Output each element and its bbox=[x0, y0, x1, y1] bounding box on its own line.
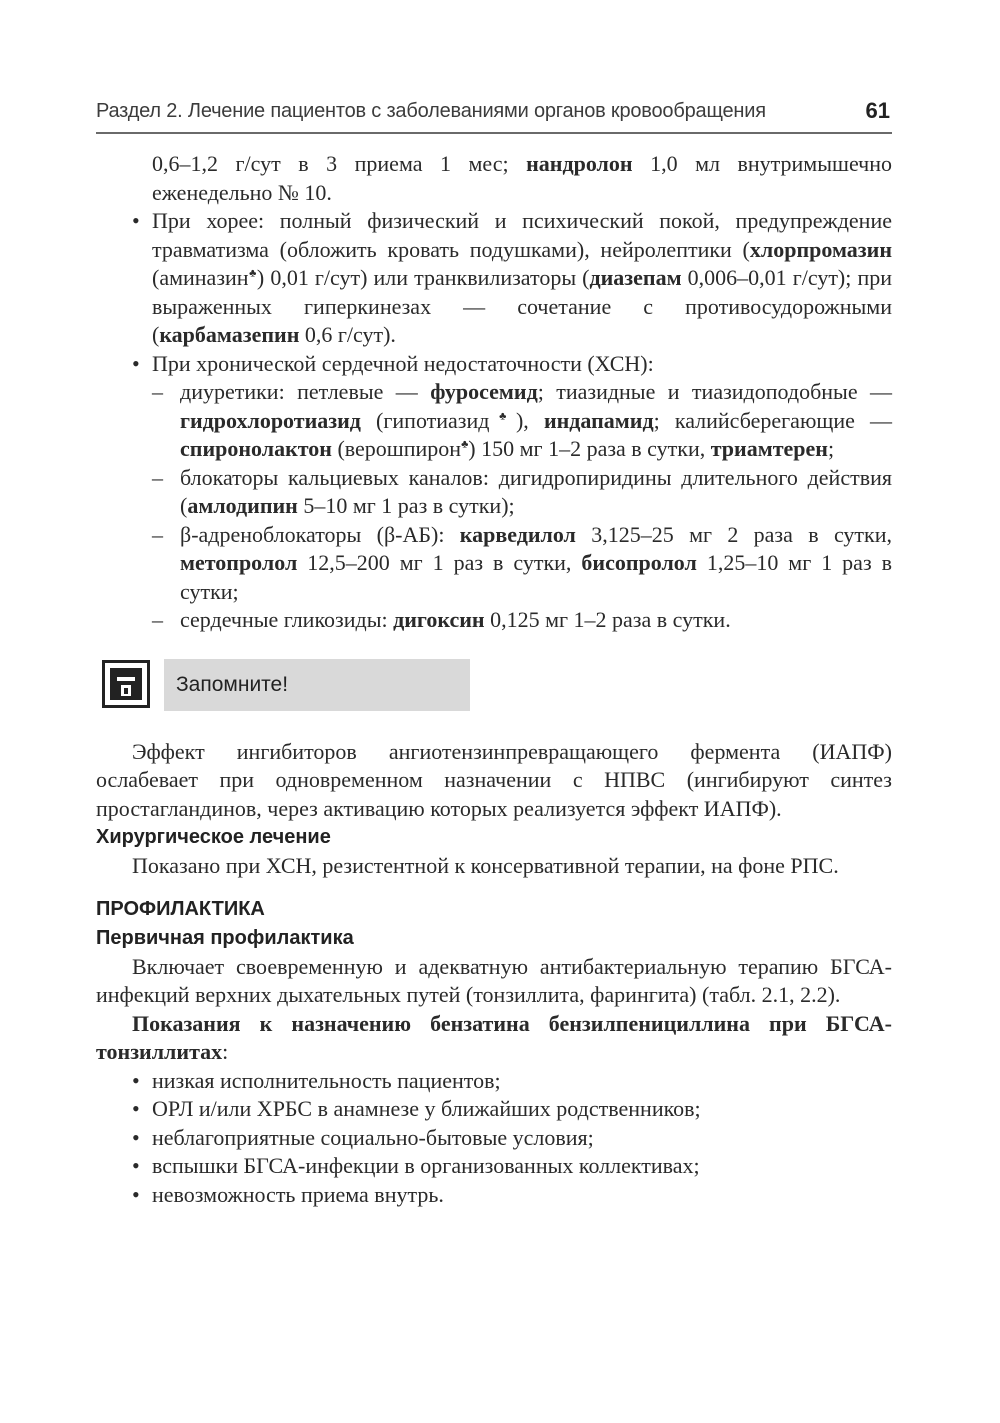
surgery-paragraph: Показано при ХСН, резистентной к консервативной терапии, на фоне РПС. bbox=[132, 853, 839, 878]
list-item: • ОРЛ и/или ХРБС в анамнезе у ближайших родственников; bbox=[96, 1095, 892, 1124]
list-item: • неблагоприятные социально-бытовые условия; bbox=[96, 1124, 892, 1153]
memo-icon bbox=[102, 660, 150, 708]
surgery-heading: Хирургическое лечение bbox=[96, 826, 331, 848]
drug-name: амлодипин bbox=[187, 493, 298, 518]
dash-item-glycosides: – сердечные гликозиды: дигоксин 0,125 мг 1–2 раза в сутки. bbox=[96, 606, 892, 635]
running-header bbox=[96, 96, 892, 134]
remember-callout bbox=[96, 656, 892, 716]
drug-name: бисопролол bbox=[581, 550, 697, 575]
drug-name: карведилол bbox=[459, 521, 576, 547]
list-item: • невозможность приема внутрь. bbox=[96, 1181, 892, 1210]
drug-name: индапамид bbox=[543, 407, 654, 433]
trademark-symbol: ♣ bbox=[489, 410, 516, 423]
list-item: • вспышки БГСА-инфекции в организованных коллективах; bbox=[96, 1152, 892, 1181]
drug-name: триамтерен bbox=[710, 436, 828, 461]
page-number: 61 bbox=[865, 98, 890, 123]
continued-paragraph: 0,6–1,2 г/сут в 3 приема 1 мес; нандролон 1,0 мл внутримышечно еженедельно № 10. bbox=[152, 151, 892, 205]
prevention-paragraph: Включает своевременную и адекватную антибактериальную терапию БГСА-инфекций верхних дыхательных путей (тонзиллита, фарингита) (табл. 2.1, 2.2). bbox=[96, 953, 892, 1007]
primary-prevention-heading: Первичная профилактика bbox=[96, 926, 354, 949]
prevention-heading: ПРОФИЛАКТИКА bbox=[96, 897, 265, 920]
dash-item-beta-blockers: – β-адреноблокаторы (β-АБ): карведилол 3,125–25 мг 2 раза в сутки, метопролол 12,5–200 мг 1 раз в сутки, бисопролол 1,25–10 мг 1 раз в сутки; bbox=[96, 521, 892, 607]
dash-item-ccb: – блокаторы кальциевых каналов: дигидропиридины длительного действия (амлодипин 5–10 мг 1 раз в сутки); bbox=[96, 464, 892, 521]
drug-name: диазепам bbox=[589, 265, 682, 290]
drug-name: метопролол bbox=[180, 550, 298, 575]
trademark-symbol: ♣ bbox=[248, 267, 257, 280]
bullet-chorea: • При хорее: полный физический и психический покой, предупреждение травматизма (обложить кровать подушками), нейролептики (хлорпромазин (аминазин♣) 0,01 г/сут) или транквилизаторы (диазепам 0,006–0,01 г/сут); при выраженных гиперкинезах — сочетание с противосудорожными (карбамазепин 0,6 г/сут). bbox=[96, 207, 892, 350]
drug-name: хлорпромазин bbox=[749, 236, 892, 262]
note-paragraph: Эффект ингибиторов ангиотензинпревращающего фермента (ИАПФ) ослабевает при одновременном назначении с НПВС (ингибируют синтез простагландинов, через активацию которых реализуется эффект ИАПФ). bbox=[96, 738, 892, 821]
page-body bbox=[96, 150, 892, 1209]
drug-name: фуросемид bbox=[430, 379, 538, 404]
dash-item-diuretics: – диуретики: петлевые — фуросемид; тиазидные и тиазидоподобные — гидрохлоротиазид (гипотиазид♣), индапамид; калийсберегающие — спиронолактон (верошпирон♣) 150 мг 1–2 раза в сутки, триамтерен; bbox=[96, 378, 892, 464]
drug-name: дигоксин bbox=[393, 607, 485, 632]
bullet-chf: • При хронической сердечной недостаточности (ХСН): bbox=[96, 350, 892, 379]
memo-icon-glyph bbox=[110, 668, 142, 700]
drug-name: нандролон bbox=[526, 151, 633, 176]
drug-name: спиронолактон bbox=[180, 436, 332, 461]
list-item: • низкая исполнительность пациентов; bbox=[96, 1067, 892, 1096]
callout-label: Запомните! bbox=[164, 659, 470, 711]
trademark-symbol: ♣ bbox=[461, 438, 469, 451]
indications-paragraph: Показания к назначению бензатина бензилпенициллина при БГСА-тонзиллитах: bbox=[96, 1010, 892, 1064]
drug-name: гидрохлоротиазид bbox=[180, 407, 361, 433]
running-title: Раздел 2. Лечение пациентов с заболеваниями органов кровообращения bbox=[96, 100, 766, 122]
drug-name: карбамазепин bbox=[159, 322, 300, 347]
